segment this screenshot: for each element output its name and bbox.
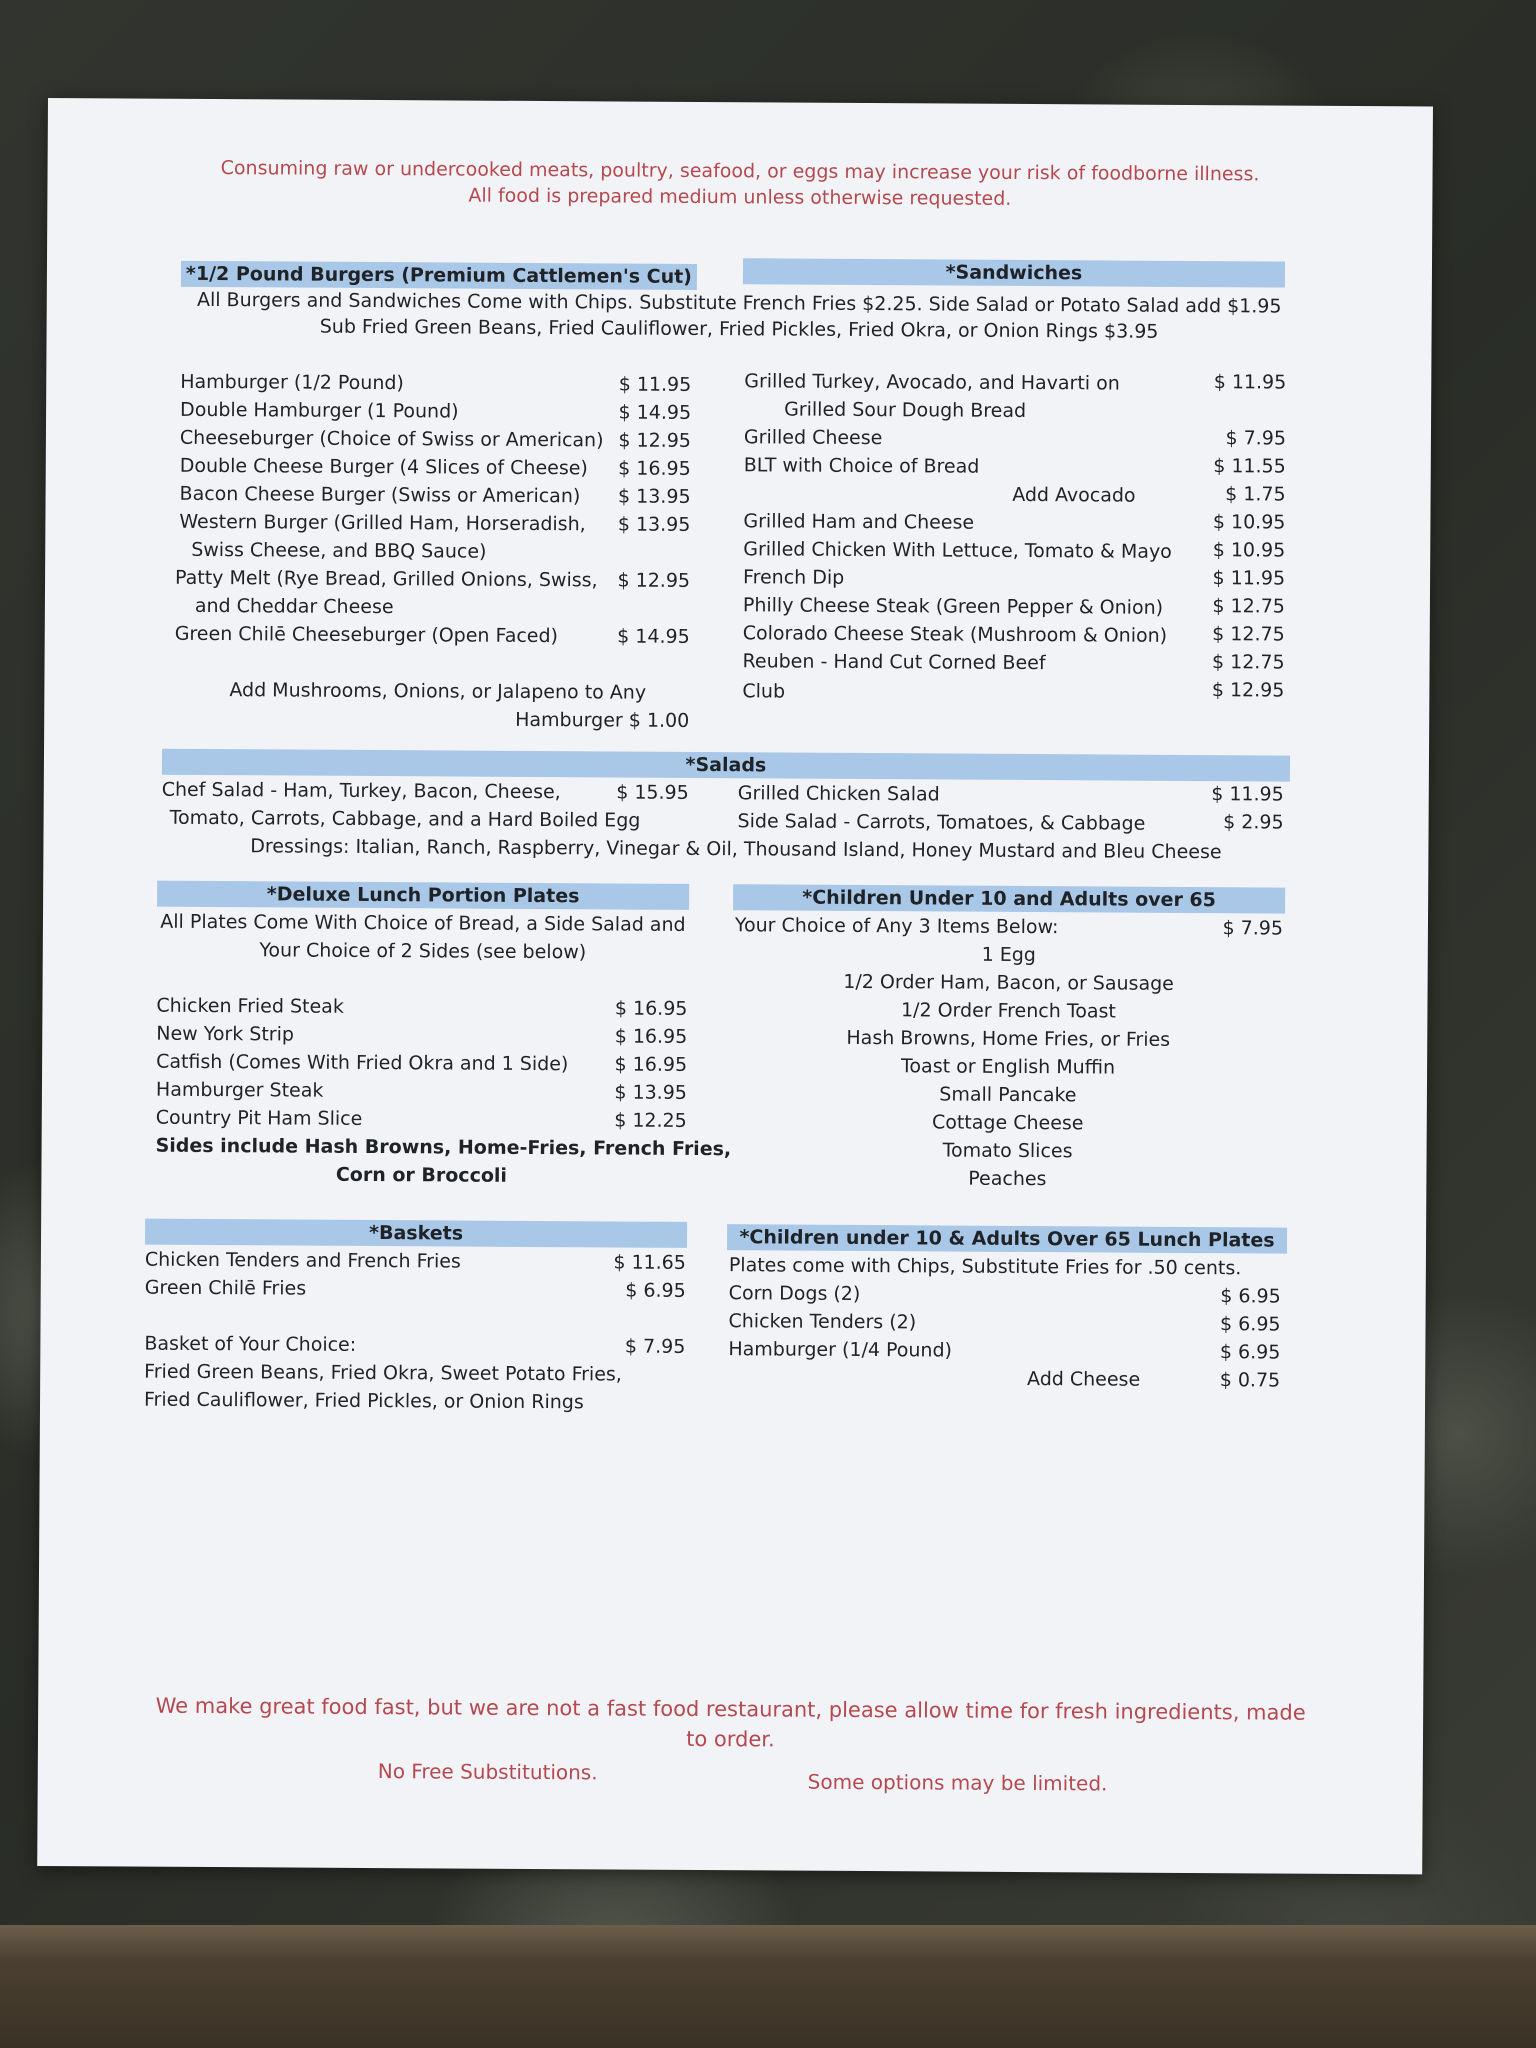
list-item: Hamburger Steak (155, 1078, 324, 1102)
list-item: Double Hamburger (1 Pound) (180, 398, 459, 423)
list-item: Grilled Chicken Salad (737, 782, 940, 806)
list-item: New York Strip (156, 1022, 295, 1046)
health-notice: Consuming raw or undercooked meats, poultry, seafood, or eggs may increase your risk of foodborne illness. (220, 157, 1260, 186)
list-item: Grilled Chicken With Lettuce, Tomato & Mayo (743, 538, 1172, 563)
list-item: Philly Cheese Steak (Green Pepper & Onion) (742, 594, 1164, 619)
list-item: Country Pit Ham Slice (155, 1106, 363, 1130)
price: $ 1.75 (1225, 483, 1286, 506)
list-item: Bacon Cheese Burger (Swiss or American) (179, 482, 581, 508)
list-item: Small Pancake (939, 1083, 1077, 1107)
price: $ 12.75 (1212, 623, 1285, 646)
price: $ 2.95 (1223, 811, 1284, 834)
deluxe-header: *Deluxe Lunch Portion Plates (157, 881, 689, 910)
price: $ 7.95 (624, 1335, 686, 1358)
list-item: Basket of Your Choice: (144, 1332, 357, 1356)
list-item-continued: and Cheddar Cheese (194, 594, 394, 619)
price: $ 15.95 (616, 781, 689, 804)
list-item: Western Burger (Grilled Ham, Horseradish, (179, 510, 586, 536)
list-item: Green Chilē Cheeseburger (Open Faced) (174, 622, 559, 648)
list-item: Tomato Slices (942, 1139, 1073, 1163)
price: $ 12.75 (1211, 651, 1285, 674)
price: $ 10.95 (1212, 539, 1286, 562)
burger-addon-price: Hamburger $ 1.00 (515, 708, 690, 732)
price: $ 6.95 (625, 1279, 686, 1302)
price: $ 6.95 (1220, 1285, 1281, 1308)
children-lunch-header: *Children under 10 & Adults Over 65 Lunch Plates (727, 1224, 1287, 1253)
preparation-notice: All food is prepared medium unless otherwise requested. (468, 184, 1012, 210)
list-item: Reuben - Hand Cut Corned Beef (742, 650, 1046, 675)
deluxe-sides-note-2: Corn or Broccoli (335, 1163, 508, 1187)
list-item: Hash Browns, Home Fries, or Fries (846, 1026, 1171, 1051)
price: $ 6.95 (1220, 1313, 1281, 1336)
list-item: Cheeseburger (Choice of Swiss or American) (179, 426, 604, 452)
footer-notice-2: to order. (686, 1726, 775, 1752)
addon-label: Add Avocado (1012, 483, 1136, 507)
price: $ 13.95 (614, 1081, 688, 1104)
list-item: Club (742, 680, 786, 703)
list-item: Patty Melt (Rye Bread, Grilled Onions, Swiss, (175, 566, 598, 592)
footer-notice: We make great food fast, but we are not a fast food restaurant, please allow time for fresh ingredients, made (155, 1693, 1306, 1725)
basket-options: Fried Green Beans, Fried Okra, Sweet Potato Fries, (144, 1360, 622, 1386)
deluxe-sides-note: Sides include Hash Browns, Home-Fries, French Fries, (155, 1134, 732, 1161)
list-item: Corn Dogs (2) (728, 1282, 861, 1305)
chips-note: All Burgers and Sandwiches Come with Chips. Substitute French Fries $2.25. Side Salad or Potato Salad add $1.95 (196, 288, 1282, 318)
basket-options-2: Fried Cauliflower, Fried Pickles, or Onion Rings (143, 1388, 584, 1414)
list-item: BLT with Choice of Bread (743, 454, 980, 478)
salads-header: *Salads (162, 749, 1290, 782)
burger-addon-note: Add Mushrooms, Onions, or Jalapeno to Any (229, 679, 647, 704)
list-item: Peaches (968, 1167, 1047, 1191)
price: $ 11.65 (613, 1251, 686, 1274)
price: $ 13.95 (617, 513, 691, 536)
list-item: Side Salad - Carrots, Tomatoes, & Cabbage (737, 810, 1146, 835)
price: $ 7.95 (1225, 427, 1287, 450)
countertop-edge (0, 1925, 1536, 2048)
list-item: French Dip (743, 566, 845, 589)
list-item: Colorado Cheese Steak (Mushroom & Onion) (742, 622, 1168, 647)
list-item-continued: Swiss Cheese, and BBQ Sauce) (191, 538, 487, 563)
list-item: Catfish (Comes With Fried Okra and 1 Side) (156, 1050, 569, 1076)
list-item: Hamburger (1/4 Pound) (728, 1338, 953, 1362)
price: $ 10.95 (1212, 511, 1286, 534)
children-lunch-intro: Plates come with Chips, Substitute Fries for .50 cents. (728, 1254, 1242, 1280)
price: $ 12.95 (1211, 679, 1285, 702)
list-item: Toast or English Muffin (901, 1055, 1116, 1079)
sandwiches-header: *Sandwiches (743, 258, 1285, 287)
list-item: 1/2 Order Ham, Bacon, or Sausage (843, 970, 1174, 995)
price: $ 16.95 (614, 1053, 688, 1076)
price: $ 11.55 (1213, 455, 1286, 478)
deluxe-intro-sides: Your Choice of 2 Sides (see below) (259, 939, 587, 964)
children-intro: Your Choice of Any 3 Items Below: (734, 914, 1059, 939)
baskets-header: *Baskets (145, 1219, 687, 1248)
addon-label: Add Cheese (1027, 1368, 1141, 1391)
list-item: Double Cheese Burger (4 Slices of Cheese) (179, 454, 588, 480)
deluxe-intro: All Plates Come With Choice of Bread, a Side Salad and (160, 910, 686, 936)
list-item: Cottage Cheese (931, 1111, 1084, 1135)
list-item: Chicken Tenders and French Fries (144, 1248, 461, 1273)
no-substitutions-note: No Free Substitutions. (377, 1759, 598, 1785)
price: $ 11.95 (618, 373, 692, 396)
list-item: Chicken Tenders (2) (728, 1310, 917, 1334)
limited-options-note: Some options may be limited. (807, 1769, 1108, 1796)
list-item-continued: Tomato, Carrots, Cabbage, and a Hard Boiled Egg (169, 806, 641, 832)
price: $ 11.95 (1213, 371, 1287, 394)
list-item: Green Chilē Fries (144, 1276, 307, 1300)
price: $ 16.95 (618, 457, 691, 480)
price: $ 14.95 (618, 401, 692, 424)
list-item: Chef Salad - Ham, Turkey, Bacon, Cheese, (161, 778, 561, 804)
list-item: Grilled Ham and Cheese (743, 510, 975, 534)
price: $ 12.25 (614, 1109, 687, 1132)
list-item: Chicken Fried Steak (156, 994, 344, 1018)
list-item: 1/2 Order French Toast (900, 999, 1116, 1023)
substitution-note: Sub Fried Green Beans, Fried Cauliflower, Fried Pickles, Fried Okra, or Onion Rings $3.95 (319, 315, 1159, 343)
price: $ 6.95 (1219, 1341, 1281, 1364)
price: $ 12.95 (617, 569, 691, 592)
list-item-continued: Grilled Sour Dough Bread (784, 398, 1027, 422)
price: $ 0.75 (1219, 1369, 1281, 1392)
price: $ 11.95 (1211, 783, 1284, 806)
price: $ 16.95 (614, 997, 688, 1020)
price: $ 14.95 (617, 625, 690, 648)
list-item: 1 Egg (981, 943, 1036, 967)
children-header: *Children Under 10 and Adults over 65 (733, 884, 1285, 913)
list-item: Grilled Cheese (743, 426, 883, 450)
price: $ 16.95 (614, 1025, 688, 1048)
burgers-header: *1/2 Pound Burgers (Premium Cattlemen's Cut) (181, 261, 697, 290)
price: $ 12.95 (618, 429, 691, 452)
price: $ 11.95 (1212, 567, 1286, 590)
price: $ 7.95 (1222, 917, 1284, 940)
list-item: Hamburger (1/2 Pound) (180, 370, 404, 395)
price: $ 12.75 (1212, 595, 1285, 618)
dressings-note: Dressings: Italian, Ranch, Raspberry, Vinegar & Oil, Thousand Island, Honey Mustard and Bleu Cheese (250, 835, 1222, 864)
price: $ 13.95 (617, 485, 691, 508)
list-item: Grilled Turkey, Avocado, and Havarti on (744, 370, 1120, 395)
menu-sheet (37, 98, 1433, 1874)
